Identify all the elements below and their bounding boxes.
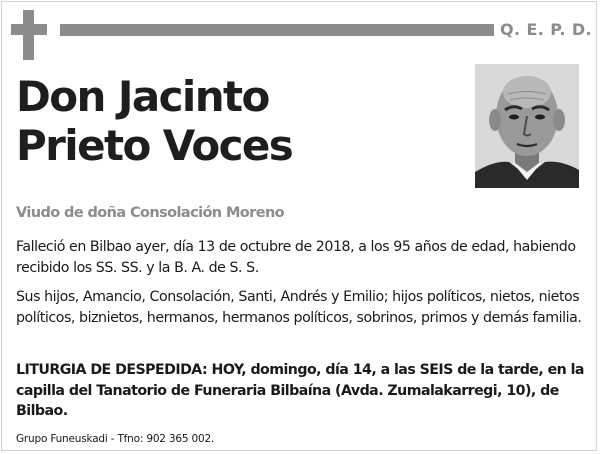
qepd-label: Q. E. P. D.: [500, 20, 593, 39]
name-line-1: Don Jacinto: [16, 72, 269, 121]
widower-subtitle: Viudo de doña Consolación Moreno: [16, 205, 285, 221]
name-line-2: Prieto Voces: [16, 121, 293, 170]
funeral-details: LITURGIA DE DESPEDIDA: HOY, domingo, día 14, a las SEIS de la tarde, en la capilla del Tanatorio de Funeraria Bilbaína (Avda. Zumalakarregi, 10), de Bilbao.: [16, 362, 584, 419]
family-list: Sus hijos, Amancio, Consolación, Santi, Andrés y Emilio; hijos políticos, nietos, nietos políticos, biznietos, hermanos, hermanos políticos, sobrinos, primos y demás familia.: [16, 289, 582, 326]
header-rule: [60, 24, 494, 36]
portrait-photo: [475, 64, 579, 188]
deceased-name: [16, 72, 292, 170]
publisher-footer: Grupo Funeuskadi - Tfno: 902 365 002.: [16, 433, 215, 445]
death-announcement: Falleció en Bilbao ayer, día 13 de octubre de 2018, a los 95 años de edad, habiendo recibido los SS. SS. y la B. A. de S. S.: [16, 239, 576, 276]
